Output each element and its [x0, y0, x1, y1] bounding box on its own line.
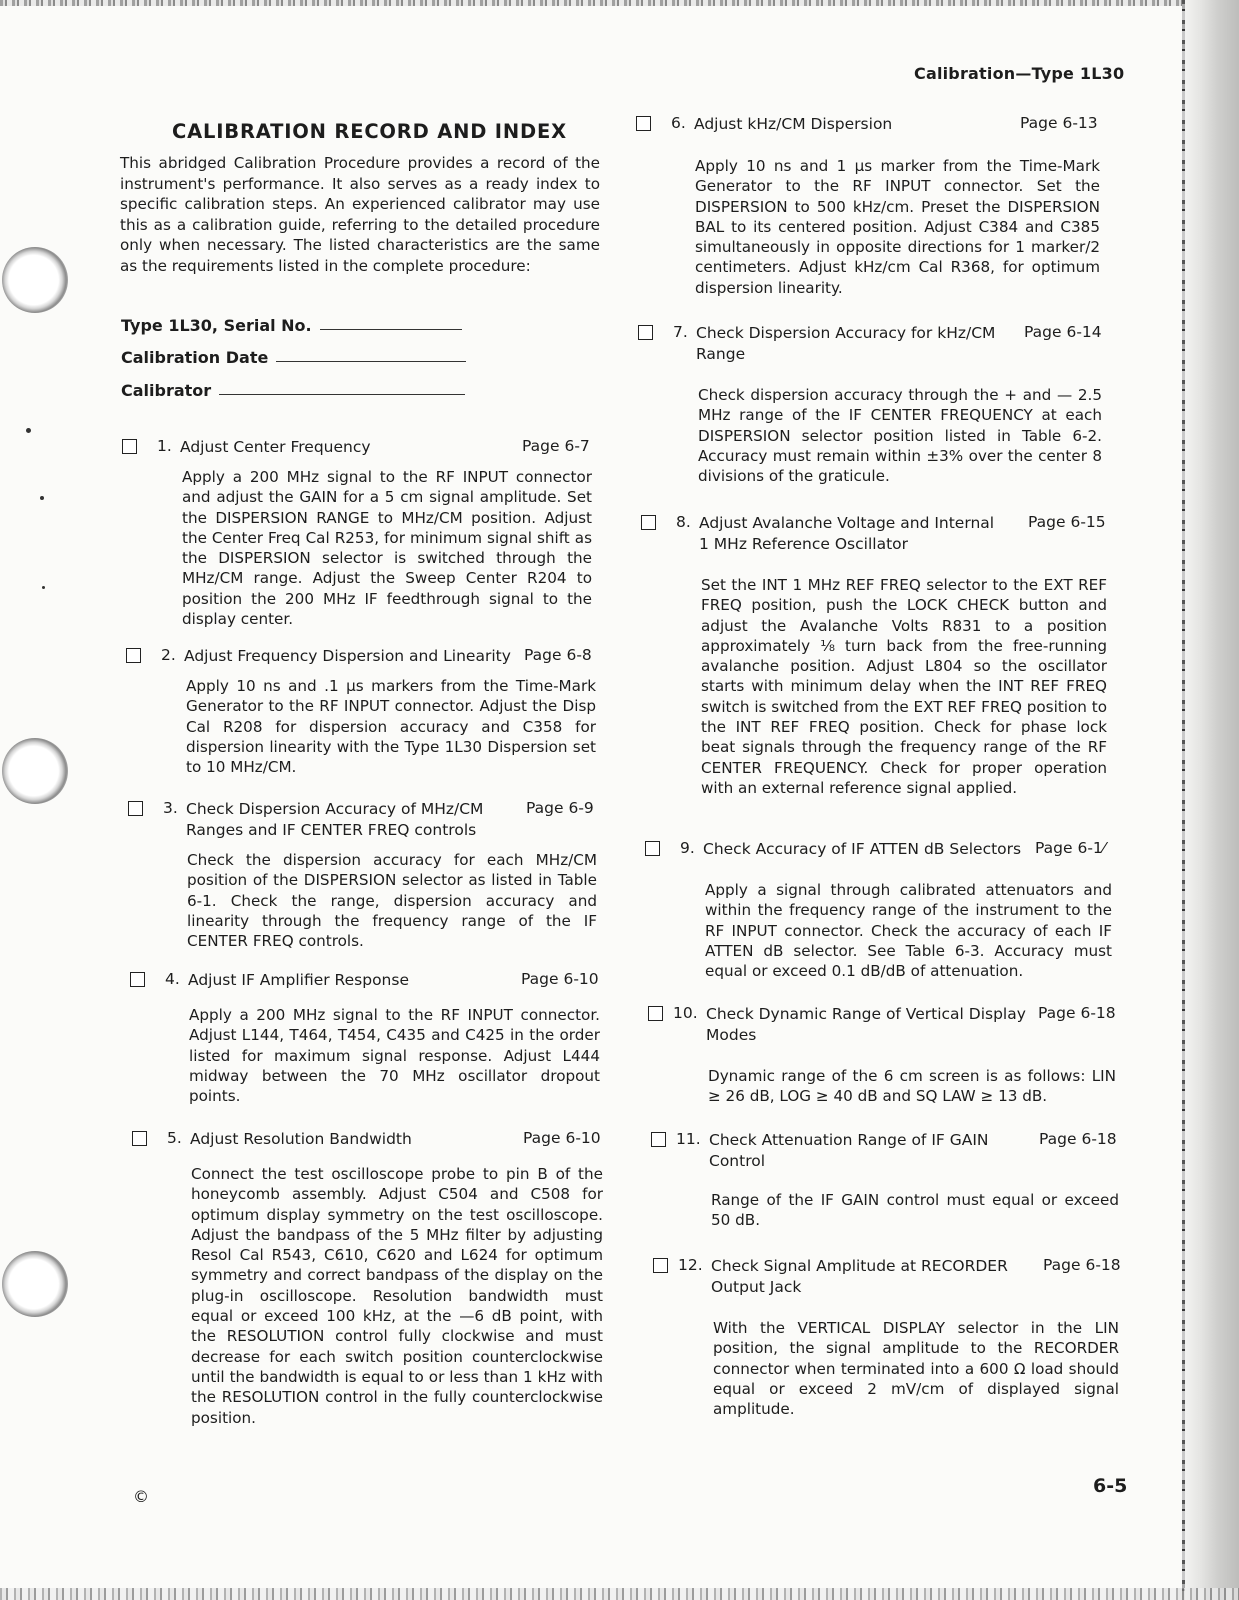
step-heading: Check Signal Amplitude at RECORDER Output Jack: [711, 1257, 1008, 1296]
calibrator-field: [121, 381, 465, 400]
date-field: [121, 348, 466, 367]
intro-paragraph: This abridged Calibration Procedure provides a record of the instrument's performance. It also serves as a ready index to specific calibration steps. An experienced calibrator may use this as a calibration guide, referring to the detailed procedure only when necessary. The listed characteristics are the same as the requirements listed in the complete procedure:: [120, 154, 600, 275]
step-checkbox[interactable]: [651, 1132, 666, 1147]
step-description: Apply a 200 MHz signal to the RF INPUT connector. Adjust L144, T464, T454, C435 and C425 in the order listed for maximum signal response. Adjust L444 midway between the 70 MHz oscillator dropout points.: [189, 1006, 600, 1106]
step-number: 4.: [165, 970, 180, 988]
step-number: 9.: [680, 839, 695, 857]
step-heading: Check Accuracy of IF ATTEN dB Selectors: [703, 840, 1022, 858]
scan-top-edge: [0, 0, 1239, 6]
scan-right-margin: [1185, 0, 1239, 1600]
step-page-ref: Page 6-13: [1020, 114, 1098, 132]
serial-field: [121, 316, 462, 335]
copyright-mark: ©: [133, 1487, 149, 1506]
section-header: Calibration—Type 1L30: [914, 64, 1125, 83]
step-checkbox[interactable]: [641, 515, 656, 530]
step-number: 12.: [678, 1256, 703, 1274]
step-description: Check the dispersion accuracy for each MHz/CM position of the DISPERSION selector as listed in Table 6-1. Check the range, dispersion accuracy and linearity through the frequency range of the IF CENTER FREQ controls.: [187, 851, 597, 951]
scan-speck: [40, 496, 44, 500]
step-page-ref: Page 6-9: [526, 799, 594, 817]
step-description: Apply 10 ns and 1 µs marker from the Time-Mark Generator to the RF INPUT connector. Set the DISPERSION to 500 kHz/cm. Preset the DISPERSION BAL to its centered position. Adjust C384 and C385 simultaneously in opposite directions for 1 marker/2 centimeters. Adjust kHz/cm Cal R368, for optimum dispersion linearity.: [695, 157, 1100, 297]
step-number: 1.: [157, 437, 172, 455]
step-page-ref: Page 6-18: [1039, 1130, 1117, 1148]
step-checkbox[interactable]: [128, 801, 143, 816]
step-heading: Adjust IF Amplifier Response: [188, 971, 409, 989]
date-label: Calibration Date: [121, 348, 269, 367]
step-number: 11.: [676, 1130, 701, 1148]
page-number: 6-5: [1093, 1475, 1128, 1497]
step-description: Apply a signal through calibrated attenuators and within the frequency range of the instrument to the RF INPUT connector. Check the accuracy of each IF ATTEN dB selector. See Table 6-3. Accuracy must equal or exceed 0.1 dB/dB of attenuation.: [705, 881, 1112, 981]
step-heading: Adjust Frequency Dispersion and Linearity: [184, 647, 511, 665]
step-page-ref: Page 6-10: [521, 970, 599, 988]
binder-hole-icon: [2, 247, 68, 313]
binder-hole-icon: [2, 738, 68, 804]
step-page-ref: Page 6-18: [1043, 1256, 1121, 1274]
scan-speck: [42, 586, 45, 589]
step-description: With the VERTICAL DISPLAY selector in the LIN position, the signal amplitude to the RECORDER connector when terminated into a 600 Ω load should equal or exceed 2 mV/cm of displayed signal amplitude.: [713, 1319, 1119, 1419]
step-checkbox[interactable]: [638, 325, 653, 340]
step-number: 3.: [163, 799, 178, 817]
calibrator-label: Calibrator: [121, 381, 212, 400]
step-heading: Adjust Center Frequency: [180, 438, 371, 456]
step-number: 6.: [671, 114, 686, 132]
binder-hole-icon: [2, 1251, 68, 1317]
scan-right-edge: [1182, 0, 1185, 1600]
step-description: Dynamic range of the 6 cm screen is as follows: LIN ≥ 26 dB, LOG ≥ 40 dB and SQ LAW ≥ 13 dB.: [708, 1067, 1116, 1106]
scan-speck: [26, 428, 31, 433]
step-number: 8.: [676, 513, 691, 531]
step-heading: Check Attenuation Range of IF GAIN Control: [709, 1131, 989, 1170]
step-page-ref: Page 6-8: [524, 646, 592, 664]
step-heading: Check Dispersion Accuracy of MHz/CM Ranges and IF CENTER FREQ controls: [186, 800, 484, 839]
step-heading: Adjust kHz/CM Dispersion: [694, 115, 893, 133]
step-description: Set the INT 1 MHz REF FREQ selector to the EXT REF FREQ position, push the LOCK CHECK button and adjust the Avalanche Volts R831 to a position approximately ⅛ turn back from the free-running avalanche position. Adjust L804 so the oscillator starts with minimum delay when the INT REF FREQ switch is switched from the EXT REF FREQ position to the INT REF FREQ position. Check for phase lock beat signals through the frequency range of the RF CENTER FREQUENCY. Check for proper operation with an external reference signal applied.: [701, 576, 1107, 797]
step-page-ref: Page 6-15: [1028, 513, 1106, 531]
step-heading: Check Dispersion Accuracy for kHz/CM Range: [696, 324, 996, 363]
step-description: Range of the IF GAIN control must equal or exceed 50 dB.: [711, 1191, 1119, 1230]
step-page-ref: Page 6-1⁄: [1035, 839, 1106, 857]
step-number: 7.: [673, 323, 688, 341]
step-page-ref: Page 6-7: [522, 437, 590, 455]
step-page-ref: Page 6-14: [1024, 323, 1102, 341]
step-checkbox[interactable]: [126, 648, 141, 663]
step-description: Check dispersion accuracy through the + and — 2.5 MHz range of the IF CENTER FREQUENCY at each DISPERSION selector position listed in Table 6-2. Accuracy must remain within ±3% over the center 8 divisions of the graticule.: [698, 386, 1102, 486]
step-page-ref: Page 6-18: [1038, 1004, 1116, 1022]
step-checkbox[interactable]: [636, 116, 651, 131]
step-number: 2.: [161, 646, 176, 664]
step-checkbox[interactable]: [645, 841, 660, 856]
step-checkbox[interactable]: [132, 1131, 147, 1146]
step-description: Apply 10 ns and .1 µs markers from the Time-Mark Generator to the RF INPUT connector. Adjust the Disp Cal R208 for dispersion accuracy and C358 for dispersion linearity with the Type 1L30 Dispersion set to 10 MHz/CM.: [186, 677, 596, 777]
page-title: CALIBRATION RECORD AND INDEX: [172, 120, 567, 143]
serial-label: Type 1L30, Serial No.: [121, 316, 312, 335]
step-checkbox[interactable]: [653, 1258, 668, 1273]
step-number: 5.: [167, 1129, 182, 1147]
calibrator-blank[interactable]: [219, 393, 465, 395]
step-description: Apply a 200 MHz signal to the RF INPUT connector and adjust the GAIN for a 5 cm signal amplitude. Set the DISPERSION RANGE to MHz/CM position. Adjust the Center Freq Cal R253, for minimum signal shift as the DISPERSION selector is switched through the MHz/CM range. Adjust the Sweep Center R204 to position the 200 MHz IF feedthrough signal to the display center.: [182, 468, 592, 629]
step-page-ref: Page 6-10: [523, 1129, 601, 1147]
scan-bottom-edge: [0, 1588, 1239, 1600]
step-checkbox[interactable]: [130, 972, 145, 987]
step-checkbox[interactable]: [648, 1006, 663, 1021]
date-blank[interactable]: [276, 360, 466, 362]
step-heading: Adjust Avalanche Voltage and Internal 1 MHz Reference Oscillator: [699, 514, 995, 553]
serial-blank[interactable]: [320, 328, 462, 330]
step-heading: Check Dynamic Range of Vertical Display Modes: [706, 1005, 1026, 1044]
step-number: 10.: [673, 1004, 698, 1022]
step-checkbox[interactable]: [122, 439, 137, 454]
step-description: Connect the test oscilloscope probe to pin B of the honeycomb assembly. Adjust C504 and C508 for optimum display symmetry on the test oscilloscope. Adjust the bandpass of the 5 MHz filter by adjusting Resol Cal R543, C610, C620 and L624 for optimum symmetry and correct bandpass of the display on the plug-in oscilloscope. Resolution bandwidth must equal or exceed 100 kHz, at the —6 dB point, with the RESOLUTION control fully clockwise and must decrease for each switch position counterclockwise until the bandwidth is equal to or less than 1 kHz with the RESOLUTION control in the fully counterclockwise position.: [191, 1165, 603, 1427]
step-heading: Adjust Resolution Bandwidth: [190, 1130, 412, 1148]
